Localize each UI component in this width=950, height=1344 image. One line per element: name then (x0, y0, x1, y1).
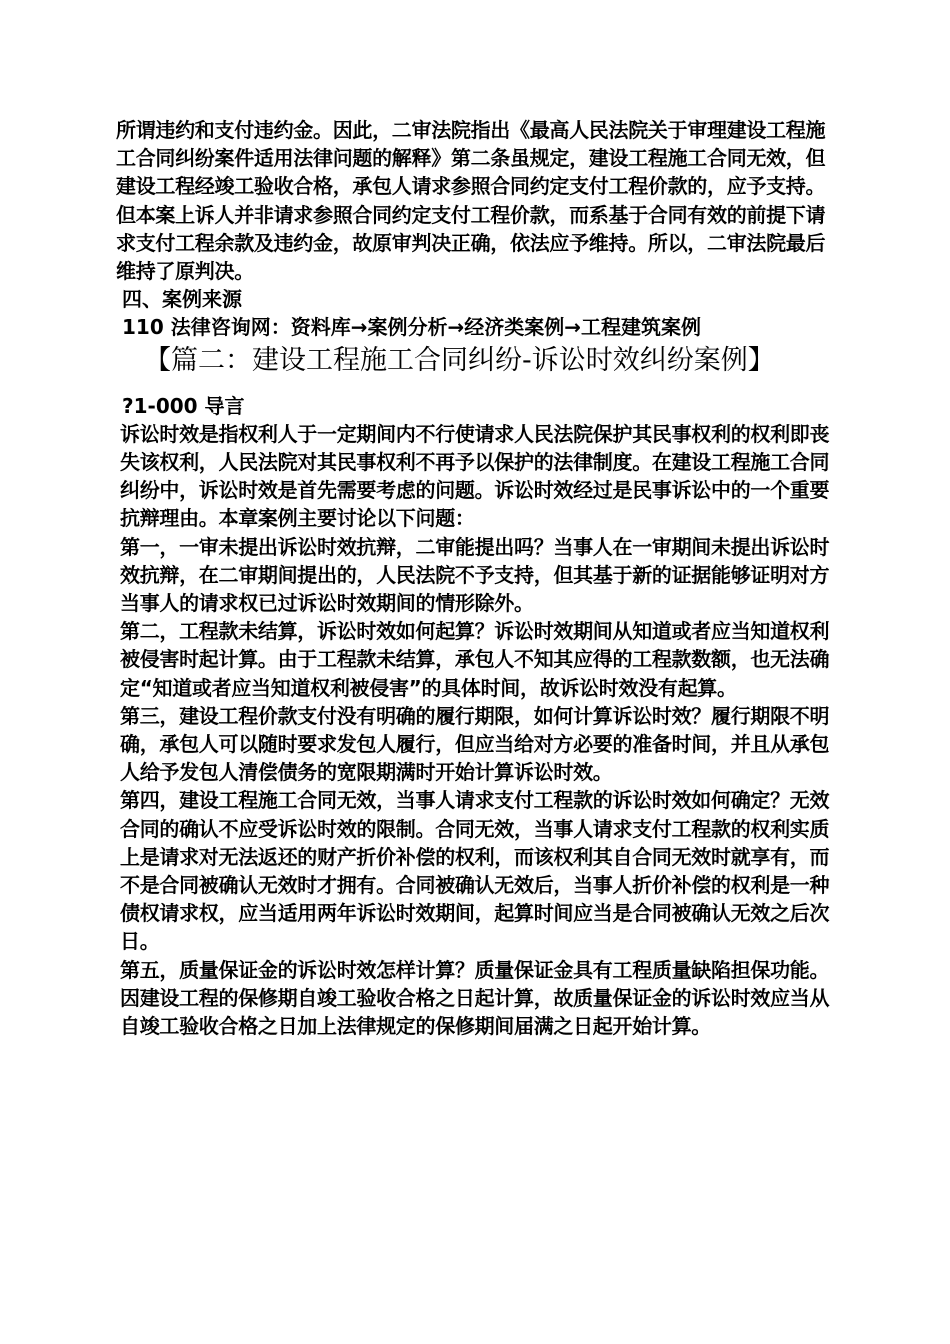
point-five: 第五，质量保证金的诉讼时效怎样计算？质量保证金具有工程质量缺陷担保功能。因建设工程的保修期自竣工验收合格之日起计算，故质量保证金的诉讼时效应当从自竣工验收合格之日加上法律规定的保修期间届满之日起开始计算。 (120, 957, 830, 1039)
case-source-line: 110 法律咨询网：资料库→案例分析→经济类案例→工程建筑案例 (122, 315, 701, 340)
spacer (116, 380, 838, 392)
point-one: 第一，一审未提出诉讼时效抗辩，二审能提出吗？当事人在一审期间未提出诉讼时效抗辩，在二审期间提出的，人民法院不予支持，但其基于新的证据能够证明对方当事人的请求权已过诉讼时效期间的情形除外。 (120, 534, 830, 616)
paragraph-case-conclusion: 所谓违约和支付违约金。因此，二审法院指出《最高人民法院关于审理建设工程施工合同纠纷案件适用法律问题的解释》第二条虽规定，建设工程施工合同无效，但建设工程经竣工验收合格，承包人请求参照合同约定支付工程价款的，应予支持。但本案上诉人并非请求参照合同约定支付工程价款，而系基于合同有效的前提下请求支付工程余款及违约金，故原审判决正确，依法应予维持。所以，二审法院最后维持了原判决。 (116, 118, 826, 284)
part-two-title: 【篇二：建设工程施工合同纠纷-诉讼时效纠纷案例】 (144, 344, 775, 376)
document-body (116, 116, 838, 1040)
intro-paragraph: 诉讼时效是指权利人于一定期间内不行使请求人民法院保护其民事权利的权利即丧失该权利，人民法院对其民事权利不再予以保护的法律制度。在建设工程施工合同纠纷中，诉讼时效是首先需要考虑的问题。诉讼时效经过是民事诉讼中的一个重要抗辩理由。本章案例主要讨论以下问题： (120, 421, 830, 531)
section-four-heading: 四、案例来源 (122, 287, 242, 312)
intro-heading: ?1-000 导言 (122, 393, 245, 418)
point-three: 第三，建设工程价款支付没有明确的履行期限，如何计算诉讼时效？履行期限不明确，承包人可以随时要求发包人履行，但应当给对方必要的准备时间，并且从承包人给予发包人清偿债务的宽限期满时开始计算诉讼时效。 (120, 703, 830, 785)
point-two: 第二，工程款未结算，诉讼时效如何起算？诉讼时效期间从知道或者应当知道权利被侵害时起计算。由于工程款未结算，承包人不知其应得的工程款数额，也无法确定“知道或者应当知道权利被侵害”的具体时间，故诉讼时效没有起算。 (120, 619, 830, 700)
point-four: 第四，建设工程施工合同无效，当事人请求支付工程款的诉讼时效如何确定？无效合同的确认不应受诉讼时效的限制。合同无效，当事人请求支付工程款的权利实质上是请求对无法返还的财产折价补偿的权利，而该权利其自合同无效时就享有，而不是合同被确认无效时才拥有。合同被确认无效后，当事人折价补偿的权利是一种债权请求权，应当适用两年诉讼时效期间，起算时间应当是合同被确认无效之后次日。 (120, 788, 830, 954)
